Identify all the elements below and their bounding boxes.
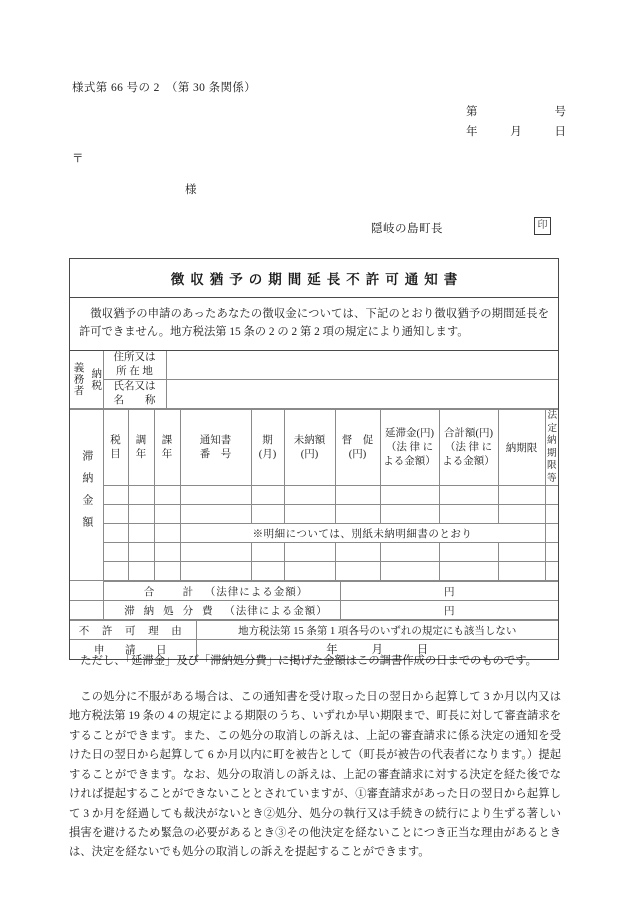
cell-statutory-due[interactable] <box>545 505 558 524</box>
cell-due-date[interactable] <box>498 505 545 524</box>
date-day-label: 日 <box>554 126 566 138</box>
header-levy-year-l1: 課 <box>161 434 173 446</box>
header-due-date: 納期限 <box>498 410 545 486</box>
totals-spacer-left-2 <box>70 601 103 620</box>
cell-tax-item[interactable] <box>103 543 128 562</box>
header-demand-l2: (円) <box>348 448 367 460</box>
cell-period[interactable] <box>251 562 284 581</box>
notification-form-box <box>69 258 571 660</box>
cell-statutory-due[interactable] <box>545 524 558 543</box>
cell-survey-year[interactable] <box>128 505 154 524</box>
name-label-line2: 名 称 <box>113 395 156 407</box>
name-label-line1: 氏名又は <box>113 380 156 392</box>
cell-period[interactable] <box>251 505 284 524</box>
cell-demand[interactable] <box>335 562 380 581</box>
cell-notice-number[interactable] <box>180 562 251 581</box>
document-date-line <box>466 123 566 139</box>
header-unpaid-l2: (円) <box>300 448 319 460</box>
application-year-label: 年 <box>326 644 338 657</box>
date-month-label: 月 <box>510 126 522 138</box>
taxpayer-label-cell <box>70 351 103 409</box>
appeal-paragraph: この処分に不服がある場合は、この通知書を受け取った日の翌日から起算して 3 か月以内又は地方税法第 19 条の 4 の規定による期限のうち、いずれか早い期限まで、町長に対して審査請求をすることができます。また、この処分の取消しの訴えは、上記の審査請求に係る決定の通知を受けた日の翌日から起算して 6 か月以内に町を被告として（町長が被告の代表者になります。）提起することができます。なお、処分の取消しの訴えは、上記の審査請求に対する決定を経た後でなければ提起することができないこととされていますが、①審査請求があった日の翌日から起算して 3 か月を経過しても裁決がないとき②処分、処分の執行又は手続きの続行により生ずる著しい損害を避けるため緊急の必要があるとき③その他決定を経ないことにつき正当な理由があるときは、決定を経ないでも処分の取消しの訴えを提起することができます。 <box>69 691 561 859</box>
header-period-l2: (月) <box>258 448 277 460</box>
detail-note-cell: ※明細については、別紙未納明細書のとおり <box>180 524 545 543</box>
header-statutory-l2: 納期限 <box>546 435 557 472</box>
addressee-honorific: 様 <box>185 184 197 196</box>
totals-spacer-left <box>70 582 103 601</box>
cell-period[interactable] <box>251 543 284 562</box>
cell-unpaid[interactable] <box>284 543 335 562</box>
reason-row <box>70 621 558 640</box>
name-label-cell <box>103 379 166 408</box>
header-period-l1: 期 <box>262 434 273 446</box>
cell-notice-number[interactable] <box>180 486 251 505</box>
header-unpaid-amount <box>284 410 335 486</box>
header-notice-number-l1: 通知書 <box>199 434 232 446</box>
header-survey-year-l1: 調 <box>135 434 147 446</box>
cell-unpaid[interactable] <box>284 562 335 581</box>
header-statutory-due-date <box>545 410 571 486</box>
cell-survey-year[interactable] <box>128 543 154 562</box>
table-row <box>70 543 558 562</box>
total-label: 合 計 <box>143 586 203 598</box>
cell-delinquency[interactable] <box>380 562 439 581</box>
header-levy-year-l2: 年 <box>161 448 173 460</box>
address-label-line2: 所 在 地 <box>116 365 153 377</box>
header-tax-item-l2: 目 <box>110 448 121 460</box>
disposal-cost-amount-cell[interactable] <box>340 601 558 620</box>
totals-table <box>70 581 558 620</box>
cell-due-date[interactable] <box>498 543 545 562</box>
cell-due-date[interactable] <box>498 486 545 505</box>
header-period <box>251 410 284 486</box>
taxpayer-label-left: 義務者 <box>72 362 84 397</box>
cell-total[interactable] <box>439 562 498 581</box>
cell-due-date[interactable] <box>498 562 545 581</box>
name-value-field[interactable] <box>166 379 558 408</box>
header-demand-fee <box>335 410 380 486</box>
cell-demand[interactable] <box>335 505 380 524</box>
cell-delinquency[interactable] <box>380 486 439 505</box>
cell-demand[interactable] <box>335 543 380 562</box>
header-survey-year <box>128 410 154 486</box>
header-total-l3: よる金額） <box>442 455 495 467</box>
address-label-cell <box>103 351 166 380</box>
cell-demand[interactable] <box>335 486 380 505</box>
header-delinquency-l3: よる金額） <box>383 455 436 467</box>
table-row <box>70 562 558 581</box>
doc-number-suffix: 号 <box>554 106 566 118</box>
cell-tax-item[interactable] <box>103 486 128 505</box>
cell-tax-item[interactable] <box>103 524 128 543</box>
cell-delinquency[interactable] <box>380 505 439 524</box>
reason-label: 不 許 可 理 由 <box>70 621 196 640</box>
cell-statutory-due[interactable] <box>545 486 558 505</box>
application-date-label: 申 請 日 <box>70 640 196 659</box>
cell-notice-number[interactable] <box>180 505 251 524</box>
table-row <box>70 505 558 524</box>
reason-text: 地方税法第 15 条第 1 項各号のいずれの規定にも該当しない <box>196 621 558 640</box>
postal-code-mark: 〒 <box>72 153 84 165</box>
application-day-label: 日 <box>416 644 429 657</box>
disposal-cost-label: 滞納処分費 <box>124 605 222 617</box>
taxpayer-table <box>70 351 558 410</box>
appeal-instructions <box>69 688 561 863</box>
intro-paragraph: 徴収猶予の申請のあったあなたの徴収金については、下記のとおり徴収猶予の期間延長を許可できません。地方税法第 15 条の 2 の 2 第 2 項の規定により通知します。 <box>79 308 549 339</box>
form-number: 様式第 66 号の 2 （第 30 条関係） <box>72 82 257 94</box>
total-sublabel: （法律による金額） <box>204 586 309 598</box>
header-statutory-l1: 法 定 <box>547 410 571 434</box>
seal-stamp-box: 印 <box>534 217 551 235</box>
cell-total[interactable] <box>439 486 498 505</box>
taxpayer-label-right: 納税 <box>90 367 102 391</box>
cell-notice-number[interactable] <box>180 543 251 562</box>
disposal-cost-row <box>70 601 558 620</box>
header-notice-number-l2: 番 号 <box>199 448 232 460</box>
footnote-text: ただし、「延滞金」及び「滞納処分費」に掲げた金額はこの調書作成の日までのものです。 <box>80 655 537 667</box>
cell-unpaid[interactable] <box>284 505 335 524</box>
header-demand-l1: 督 促 <box>341 434 374 446</box>
header-notice-number <box>180 410 251 486</box>
header-total-amount <box>439 410 498 486</box>
cell-statutory-due[interactable] <box>545 543 558 562</box>
doc-number-prefix: 第 <box>466 106 478 118</box>
form-title: 徴収猶予の期間延長不許可通知書 <box>70 259 558 298</box>
table-row-detail-note <box>70 524 558 543</box>
disposal-cost-unit: 円 <box>444 605 455 617</box>
form-intro-text <box>70 298 558 351</box>
header-tax-item <box>103 410 128 486</box>
address-label-line1: 住所又は <box>113 351 156 363</box>
total-row <box>70 582 558 601</box>
cell-levy-year[interactable] <box>154 505 180 524</box>
cell-total[interactable] <box>439 543 498 562</box>
delinquent-label: 滞納金額 <box>80 449 93 538</box>
cell-levy-year[interactable] <box>154 543 180 562</box>
header-delinquency-l2: （法 律 に <box>385 441 434 453</box>
application-month-label: 月 <box>371 644 383 657</box>
header-survey-year-l2: 年 <box>135 448 147 460</box>
document-number-line <box>466 103 566 119</box>
cell-survey-year[interactable] <box>128 524 154 543</box>
header-total-l2: （法 律 に <box>444 441 493 453</box>
issuer-name: 隠岐の島町長 <box>371 223 443 235</box>
cell-tax-item[interactable] <box>103 505 128 524</box>
table-row <box>70 486 558 505</box>
header-statutory-l3: 等 <box>546 472 557 484</box>
cell-total[interactable] <box>439 505 498 524</box>
disposal-cost-sublabel: （法律による金額） <box>224 605 328 617</box>
delinquent-label-cell <box>70 410 103 581</box>
cell-unpaid[interactable] <box>284 486 335 505</box>
total-amount-cell[interactable] <box>340 582 558 601</box>
address-value-field[interactable] <box>166 351 558 380</box>
total-label-cell <box>103 582 340 601</box>
cell-delinquency[interactable] <box>380 543 439 562</box>
header-tax-item-l1: 税 <box>110 434 121 446</box>
total-unit: 円 <box>444 586 455 598</box>
cell-period[interactable] <box>251 486 284 505</box>
delinquent-amount-table <box>70 409 571 581</box>
header-delinquency-l1: 延滞金(円) <box>385 428 434 440</box>
disposal-cost-label-cell <box>103 601 340 620</box>
header-delinquency-charge <box>380 410 439 486</box>
header-levy-year <box>154 410 180 486</box>
cell-tax-item[interactable] <box>103 562 128 581</box>
cell-survey-year[interactable] <box>128 486 154 505</box>
cell-survey-year[interactable] <box>128 562 154 581</box>
header-total-l1: 合計額(円) <box>444 428 493 440</box>
cell-levy-year[interactable] <box>154 562 180 581</box>
header-unpaid-l1: 未納額 <box>293 434 326 446</box>
cell-levy-year[interactable] <box>154 486 180 505</box>
cell-statutory-due[interactable] <box>545 562 558 581</box>
date-year-label: 年 <box>466 126 478 138</box>
cell-levy-year[interactable] <box>154 524 180 543</box>
